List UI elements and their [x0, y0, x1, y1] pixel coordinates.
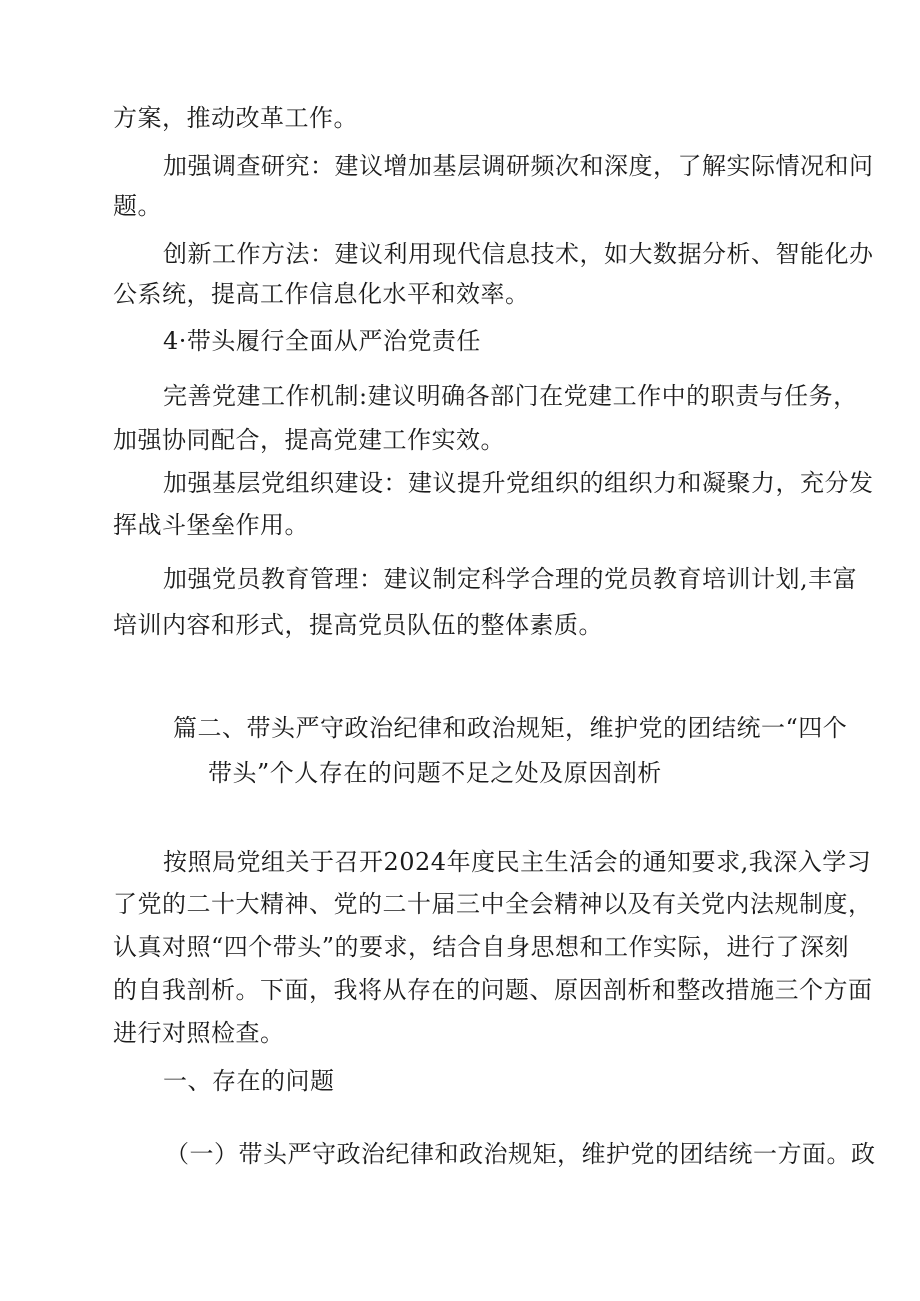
- paragraph-line: 按照局党组关于召开2024年度民主生活会的通知要求,我深入学习: [163, 848, 872, 876]
- paragraph-line: 公系统，提高工作信息化水平和效率。: [113, 280, 530, 308]
- paragraph-line: 加强党员教育管理：建议制定科学合理的党员教育培训计划,丰富: [163, 565, 858, 593]
- article-title: 带头”个人存在的问题不足之处及原因剖析: [208, 759, 662, 787]
- paragraph-line: 加强基层党组织建设：建议提升党组织的组织力和凝聚力，充分发: [163, 469, 874, 497]
- paragraph-line: 完善党建工作机制:建议明确各部门在党建工作中的职责与任务，: [163, 382, 858, 410]
- article-title: 篇二、带头严守政治纪律和政治规矩，维护党的团结统一“四个: [173, 714, 848, 742]
- paragraph-line: 进行对照检查。: [113, 1019, 285, 1047]
- paragraph-line: 的自我剖析。下面，我将从存在的问题、原因剖析和整改措施三个方面: [113, 976, 873, 1004]
- paragraph-line: 认真对照“四个带头”的要求，结合自身思想和工作实际，进行了深刻: [113, 933, 850, 961]
- paragraph-line: 加强协同配合，提高党建工作实效。: [113, 426, 505, 454]
- paragraph-line: （一）带头严守政治纪律和政治规矩，维护党的团结统一方面。政: [165, 1140, 876, 1168]
- paragraph-line: 题。: [113, 192, 162, 220]
- paragraph-line: 创新工作方法：建议利用现代信息技术，如大数据分析、智能化办: [163, 240, 874, 268]
- section-heading: 4·带头履行全面从严治党责任: [163, 327, 481, 355]
- paragraph-line: 方案，推动改革工作。: [113, 104, 358, 132]
- paragraph-line: 挥战斗堡垒作用。: [113, 511, 309, 539]
- paragraph-line: 了党的二十大精神、党的二十届三中全会精神以及有关党内法规制度，: [113, 890, 873, 918]
- paragraph-line: 培训内容和形式，提高党员队伍的整体素质。: [113, 611, 603, 639]
- section-heading: 一、存在的问题: [163, 1067, 335, 1095]
- paragraph-line: 加强调查研究：建议增加基层调研频次和深度，了解实际情况和问: [163, 152, 874, 180]
